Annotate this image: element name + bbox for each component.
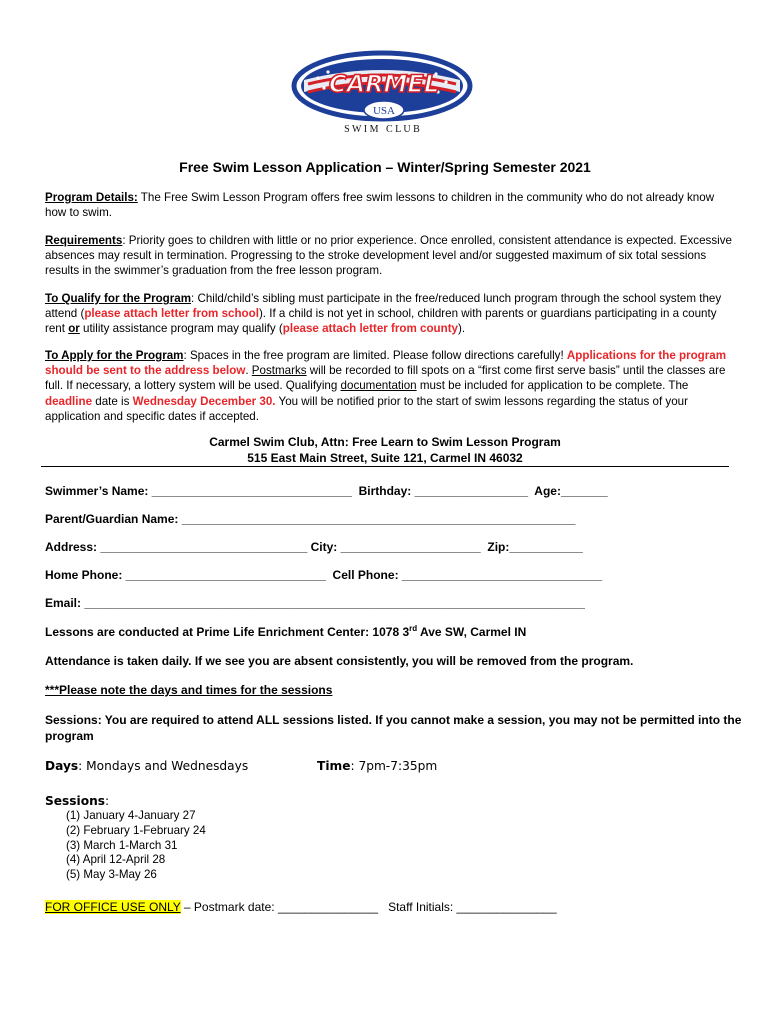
qualify-text: ). — [458, 322, 466, 336]
qualify-county-letter-note: please attach letter from county — [282, 322, 459, 336]
time-row — [317, 759, 437, 773]
lesson-location-sup: rd — [409, 624, 418, 633]
logo-brand-text: CARMEL — [328, 70, 440, 98]
email-row[interactable]: Email: ___________________________________________________________________________ — [45, 596, 585, 610]
apply-text: date is — [92, 394, 133, 408]
office-use-row — [45, 900, 557, 914]
apply-postmarks: Postmarks — [251, 364, 307, 378]
swimmer-info-row[interactable]: Swimmer’s Name: ______________________________ Birthday: _________________ Age:_______ — [45, 484, 608, 498]
lesson-location-text: Ave SW, Carmel IN — [417, 625, 527, 639]
mailing-address-line1: Carmel Swim Club, Attn: Free Learn to Swim Lesson Program — [209, 435, 561, 449]
sessions-notice-line1: Sessions: You are required to attend ALL sessions listed. If you cannot make a session, you may not be permitted into the — [45, 713, 742, 727]
days-value: : Mondays and Wednesdays — [78, 759, 249, 773]
apply-text: You will be notified prior to the start of swim lessons regarding the status of your application and specific dates if accepted. — [45, 394, 688, 423]
apply-paragraph — [45, 348, 735, 424]
apply-label: To Apply for the Program — [45, 349, 184, 362]
apply-mailing-note: Applications for the program should be sent to the address below — [45, 349, 727, 378]
program-details-paragraph — [45, 190, 735, 220]
requirements-label: Requirements — [45, 234, 123, 247]
apply-text: will be recorded to fill spots on a “first come first serve basis” until the classes are full. If necessary, a lottery system will be used. Qualifying — [45, 364, 726, 393]
sessions-colon: : — [105, 794, 110, 808]
list-item: (4) April 12-April 28 — [66, 853, 166, 867]
program-details-text: The Free Swim Lesson Program offers free swim lessons to children in the community who do not already know how to swim. — [45, 191, 715, 220]
sessions-note: ***Please note the days and times for the sessions — [45, 683, 333, 697]
mailing-address — [0, 435, 770, 466]
address-row[interactable]: Address: _______________________________ City: _____________________ Zip:___________ — [45, 540, 583, 554]
sessions-heading — [45, 794, 109, 808]
sessions-label: Sessions — [45, 794, 106, 808]
list-item: (1) January 4-January 27 — [66, 809, 196, 822]
apply-text: must be included for application to be complete. The — [416, 379, 689, 393]
apply-text: . — [245, 364, 252, 378]
list-item: (3) March 1-March 31 — [66, 838, 178, 852]
parent-guardian-row[interactable]: Parent/Guardian Name: ___________________________________________________________ — [45, 512, 576, 526]
requirements-text: : Priority goes to children with little or no prior experience. Once enrolled, consistent attendance is expected. Excessive absences may result in termination. Progressing to the stroke development level and/or suggested maximum of six total sessions results in the swimmer’s graduation from the free lesson program. — [45, 234, 732, 278]
list-item: (2) February 1-February 24 — [66, 823, 206, 837]
days-row — [45, 759, 248, 773]
office-use-fields[interactable]: – Postmark date: _______________ Staff Initials: _______________ — [180, 900, 557, 914]
page-title: Free Swim Lesson Application – Winter/Spring Semester 2021 — [179, 159, 591, 175]
qualify-or: or — [68, 322, 80, 336]
qualify-text: utility assistance program may qualify ( — [79, 322, 283, 336]
carmel-swim-club-logo — [288, 48, 484, 140]
requirements-paragraph — [45, 233, 735, 279]
logo-badge-text: USA — [372, 105, 396, 117]
section-divider — [41, 466, 729, 467]
sessions-list — [66, 809, 206, 883]
days-label: Days — [45, 759, 79, 773]
sessions-notice-line2: program — [45, 729, 94, 743]
program-details-label: Program Details: — [45, 191, 138, 204]
attendance-notice: Attendance is taken daily. If we see you are absent consistently, you will be removed from the program. — [45, 654, 634, 668]
qualify-text: ). If a child is not yet in school, children with parents or guardians participating in a county rent — [45, 307, 717, 336]
qualify-text: : Child/child’s sibling must participate in the free/reduced lunch program through the school system they attend ( — [45, 292, 722, 321]
office-use-label: FOR OFFICE USE ONLY — [45, 900, 181, 914]
time-value: : 7pm-7:35pm — [350, 759, 438, 773]
list-item: (5) May 3-May 26 — [66, 868, 157, 882]
apply-text: : Spaces in the free program are limited. Please follow directions carefully! — [183, 349, 567, 362]
mailing-address-line2: 515 East Main Street, Suite 121, Carmel IN 46032 — [247, 450, 523, 465]
apply-documentation: documentation — [340, 379, 417, 393]
apply-deadline-label: deadline — [45, 394, 93, 408]
logo-subtitle-text: S W I M C L U B — [344, 124, 420, 135]
apply-deadline-date: Wednesday December 30. — [132, 394, 276, 408]
time-label: Time — [317, 759, 351, 773]
lesson-location-text: Lessons are conducted at Prime Life Enrichment Center: 1078 3 — [45, 625, 410, 639]
qualify-paragraph — [45, 291, 735, 337]
qualify-label: To Qualify for the Program — [45, 292, 192, 305]
qualify-school-letter-note: please attach letter from school — [84, 307, 259, 321]
phone-row[interactable]: Home Phone: ______________________________ Cell Phone: ______________________________ — [45, 568, 603, 582]
lesson-location — [45, 624, 526, 639]
